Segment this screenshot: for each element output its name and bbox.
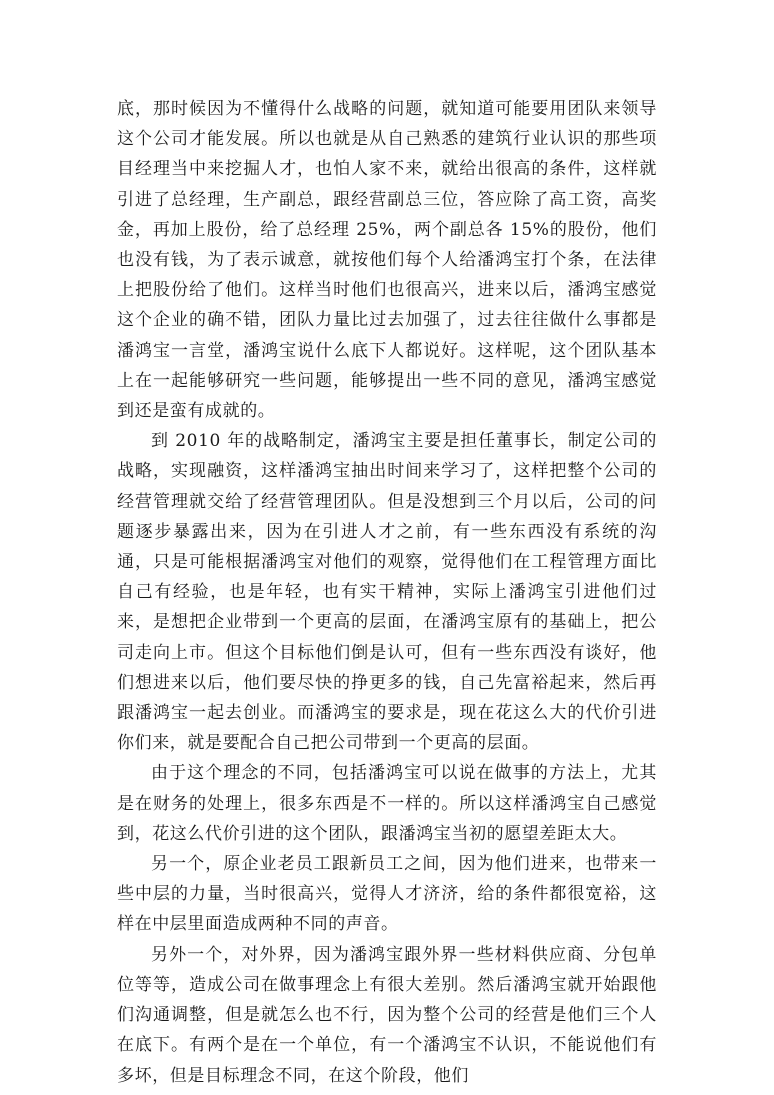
paragraph-5: 另外一个，对外界，因为潘鸿宝跟外界一些材料供应商、分包单位等等，造成公司在做事理念上有很大差别。然后潘鸿宝就开始跟他们沟通调整，但是就怎么也不行，因为整个公司的经营是他们三个人在底下。有两个是在一个单位，有一个潘鸿宝不认识，不能说他们有多坏，但是目标理念不同，在这个阶段，他们 [117, 944, 657, 1086]
paragraph-3: 由于这个理念的不同，包括潘鸿宝可以说在做事的方法上，尤其是在财务的处理上，很多东西是不一样的。所以这样潘鸿宝自己感觉到，花这么代价引进的这个团队，跟潘鸿宝当初的愿望差距太大。 [117, 763, 657, 844]
paragraph-4: 另一个，原企业老员工跟新员工之间，因为他们进来，也带来一些中层的力量，当时很高兴，觉得人才济济，给的条件都很宽裕，这样在中层里面造成两种不同的声音。 [117, 854, 657, 935]
paragraph-2: 到 2010 年的战略制定，潘鸿宝主要是担任董事长，制定公司的战略，实现融资，这样潘鸿宝抽出时间来学习了，这样把整个公司的经营管理就交给了经营管理团队。但是没想到三个月以后，公司的问题逐步暴露出来，因为在引进人才之前，有一些东西没有系统的沟通，只是可能根据潘鸿宝对他们的观察，觉得他们在工程管理方面比自己有经验，也是年轻，也有实干精神，实际上潘鸿宝引进他们过来，是想把企业带到一个更高的层面，在潘鸿宝原有的基础上，把公司走向上市。但这个目标他们倒是认可，但有一些东西没有谈好，他们想进来以后，他们要尽快的挣更多的钱，自己先富裕起来，然后再跟潘鸿宝一起去创业。而潘鸿宝的要求是，现在花这么大的代价引进你们来，就是要配合自己把公司带到一个更高的层面。 [117, 431, 657, 754]
body-text [117, 94, 657, 1091]
paragraph-1: 底，那时候因为不懂得什么战略的问题，就知道可能要用团队来领导这个公司才能发展。所以也就是从自己熟悉的建筑行业认识的那些项目经理当中来挖掘人才，也怕人家不来，就给出很高的条件，这样就引进了总经理，生产副总，跟经营副总三位，答应除了高工资，高奖金，再加上股份，给了总经理 25%，两个副总各 15%的股份，他们也没有钱，为了表示诚意，就按他们每个人给潘鸿宝打个条，在法律上把股份给了他们。这样当时他们也很高兴，进来以后，潘鸿宝感觉这个企业的确不错，团队力量比过去加强了，过去往往做什么事都是潘鸿宝一言堂，潘鸿宝说什么底下人都说好。这样呢，这个团队基本上在一起能够研究一些问题，能够提出一些不同的意见，潘鸿宝感觉到还是蛮有成就的。 [117, 99, 657, 422]
